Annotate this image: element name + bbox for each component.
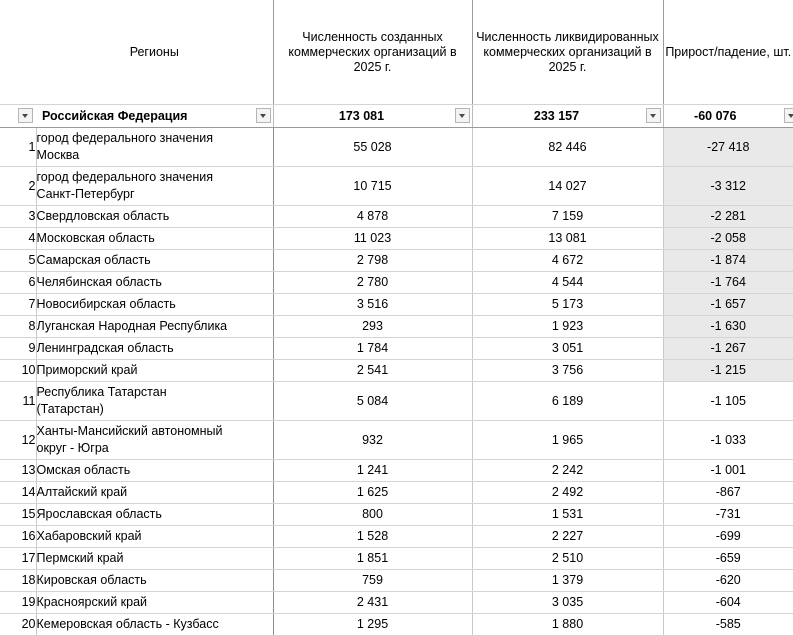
header-corner-cell	[0, 0, 36, 105]
row-number: 17	[0, 548, 36, 570]
liquidated-value: 2 492	[472, 482, 663, 504]
total-created-cell	[273, 105, 472, 128]
row-number: 18	[0, 570, 36, 592]
liquidated-value: 3 051	[472, 338, 663, 360]
liquidated-value: 2 510	[472, 548, 663, 570]
liquidated-value: 1 379	[472, 570, 663, 592]
region-name-cell: Луганская Народная Республика	[36, 316, 273, 338]
liquidated-filter-button[interactable]	[646, 108, 661, 123]
row-number: 10	[0, 360, 36, 382]
header-created: Численность созданных коммерческих организаций в 2025 г.	[273, 0, 472, 105]
table-row[interactable]	[0, 360, 793, 382]
chevron-down-icon	[646, 108, 661, 123]
created-value: 4 878	[273, 206, 472, 228]
region-name-line: город федерального значения	[37, 130, 273, 147]
created-value: 800	[273, 504, 472, 526]
delta-value: -1 033	[663, 421, 793, 460]
liquidated-value: 1 965	[472, 421, 663, 460]
table-row[interactable]	[0, 272, 793, 294]
table-row[interactable]	[0, 482, 793, 504]
liquidated-value: 1 880	[472, 614, 663, 636]
region-name-cell	[36, 167, 273, 206]
delta-value: -1 874	[663, 250, 793, 272]
created-value: 1 241	[273, 460, 472, 482]
header-liquidated: Численность ликвидированных коммерческих организаций в 2025 г.	[472, 0, 663, 105]
region-name-line: Москва	[37, 147, 273, 164]
chevron-down-icon	[784, 108, 793, 123]
total-delta-cell	[663, 105, 793, 128]
table-row[interactable]	[0, 570, 793, 592]
total-region-label: Российская Федерация	[36, 109, 273, 124]
delta-filter-button[interactable]	[784, 108, 793, 123]
region-name-cell: Самарская область	[36, 250, 273, 272]
table-row[interactable]	[0, 592, 793, 614]
created-value: 1 625	[273, 482, 472, 504]
delta-value: -3 312	[663, 167, 793, 206]
table-row[interactable]	[0, 316, 793, 338]
liquidated-value: 7 159	[472, 206, 663, 228]
created-value: 5 084	[273, 382, 472, 421]
delta-value: -699	[663, 526, 793, 548]
row-number: 19	[0, 592, 36, 614]
table-row[interactable]	[0, 421, 793, 460]
table-header-row	[0, 0, 793, 105]
delta-value: -1 630	[663, 316, 793, 338]
region-name-cell: Челябинская область	[36, 272, 273, 294]
row-number: 1	[0, 128, 36, 167]
total-delta-value: -60 076	[664, 109, 793, 124]
region-name-cell: Омская область	[36, 460, 273, 482]
row-filter-button[interactable]	[18, 108, 33, 123]
row-number: 7	[0, 294, 36, 316]
delta-value: -27 418	[663, 128, 793, 167]
delta-value: -1 764	[663, 272, 793, 294]
delta-value: -604	[663, 592, 793, 614]
row-number: 16	[0, 526, 36, 548]
table-row[interactable]	[0, 526, 793, 548]
liquidated-value: 82 446	[472, 128, 663, 167]
created-value: 3 516	[273, 294, 472, 316]
delta-value: -2 281	[663, 206, 793, 228]
region-name-cell: Ярославская область	[36, 504, 273, 526]
table-row[interactable]	[0, 382, 793, 421]
table-row[interactable]	[0, 167, 793, 206]
liquidated-value: 2 227	[472, 526, 663, 548]
total-row-russian-federation	[0, 105, 793, 128]
region-name-cell: Свердловская область	[36, 206, 273, 228]
created-value: 55 028	[273, 128, 472, 167]
liquidated-value: 3 756	[472, 360, 663, 382]
table-row[interactable]	[0, 504, 793, 526]
header-regions: Регионы	[36, 0, 273, 105]
delta-value: -659	[663, 548, 793, 570]
liquidated-value: 14 027	[472, 167, 663, 206]
row-number: 3	[0, 206, 36, 228]
total-liquidated-value: 233 157	[473, 109, 663, 124]
delta-value: -867	[663, 482, 793, 504]
table-row[interactable]	[0, 338, 793, 360]
row-number: 14	[0, 482, 36, 504]
created-value: 11 023	[273, 228, 472, 250]
region-name-cell	[36, 128, 273, 167]
table-row[interactable]	[0, 548, 793, 570]
table-row[interactable]	[0, 460, 793, 482]
delta-value: -731	[663, 504, 793, 526]
delta-value: -585	[663, 614, 793, 636]
region-name-cell: Красноярский край	[36, 592, 273, 614]
table-row[interactable]	[0, 250, 793, 272]
region-name-cell: Приморский край	[36, 360, 273, 382]
table-row[interactable]	[0, 294, 793, 316]
region-name-cell: Кировская область	[36, 570, 273, 592]
created-value: 1 528	[273, 526, 472, 548]
region-name-line: Ханты-Мансийский автономный	[37, 423, 273, 440]
created-value: 1 784	[273, 338, 472, 360]
table-row[interactable]	[0, 206, 793, 228]
delta-value: -1 001	[663, 460, 793, 482]
created-value: 2 798	[273, 250, 472, 272]
row-number: 13	[0, 460, 36, 482]
region-name-line: Республика Татарстан	[37, 384, 273, 401]
row-number: 8	[0, 316, 36, 338]
chevron-down-icon	[256, 108, 271, 123]
row-number: 20	[0, 614, 36, 636]
liquidated-value: 4 672	[472, 250, 663, 272]
chevron-down-icon	[18, 108, 33, 123]
liquidated-value: 13 081	[472, 228, 663, 250]
total-row-filter-cell	[0, 105, 36, 128]
created-filter-button[interactable]	[455, 108, 470, 123]
total-region-cell	[36, 105, 273, 128]
delta-value: -1 657	[663, 294, 793, 316]
region-name-cell: Алтайский край	[36, 482, 273, 504]
region-name-line: город федерального значения	[37, 169, 273, 186]
region-name-cell: Кемеровская область - Кузбасс	[36, 614, 273, 636]
delta-value: -620	[663, 570, 793, 592]
row-number: 15	[0, 504, 36, 526]
region-filter-button[interactable]	[256, 108, 271, 123]
row-number: 4	[0, 228, 36, 250]
region-name-cell: Московская область	[36, 228, 273, 250]
liquidated-value: 1 531	[472, 504, 663, 526]
created-value: 1 851	[273, 548, 472, 570]
delta-value: -2 058	[663, 228, 793, 250]
table-row[interactable]	[0, 614, 793, 636]
region-name-line: (Татарстан)	[37, 401, 273, 418]
chevron-down-icon	[455, 108, 470, 123]
liquidated-value: 5 173	[472, 294, 663, 316]
region-name-line: Санкт-Петербург	[37, 186, 273, 203]
region-name-cell	[36, 382, 273, 421]
liquidated-value: 3 035	[472, 592, 663, 614]
row-number: 5	[0, 250, 36, 272]
row-number: 2	[0, 167, 36, 206]
created-value: 932	[273, 421, 472, 460]
row-number: 9	[0, 338, 36, 360]
region-name-cell	[36, 421, 273, 460]
total-created-value: 173 081	[274, 109, 472, 124]
delta-value: -1 105	[663, 382, 793, 421]
region-name-cell: Хабаровский край	[36, 526, 273, 548]
region-name-line: округ - Югра	[37, 440, 273, 457]
created-value: 293	[273, 316, 472, 338]
created-value: 2 431	[273, 592, 472, 614]
liquidated-value: 6 189	[472, 382, 663, 421]
header-delta: Прирост/падение, шт.	[663, 0, 793, 105]
total-liquidated-cell	[472, 105, 663, 128]
created-value: 759	[273, 570, 472, 592]
liquidated-value: 2 242	[472, 460, 663, 482]
table-row[interactable]	[0, 128, 793, 167]
table-row[interactable]	[0, 228, 793, 250]
delta-value: -1 267	[663, 338, 793, 360]
row-number: 11	[0, 382, 36, 421]
region-name-cell: Ленинградская область	[36, 338, 273, 360]
created-value: 2 780	[273, 272, 472, 294]
row-number: 6	[0, 272, 36, 294]
region-name-cell: Пермский край	[36, 548, 273, 570]
delta-value: -1 215	[663, 360, 793, 382]
created-value: 2 541	[273, 360, 472, 382]
created-value: 10 715	[273, 167, 472, 206]
liquidated-value: 4 544	[472, 272, 663, 294]
liquidated-value: 1 923	[472, 316, 663, 338]
row-number: 12	[0, 421, 36, 460]
created-value: 1 295	[273, 614, 472, 636]
region-name-cell: Новосибирская область	[36, 294, 273, 316]
